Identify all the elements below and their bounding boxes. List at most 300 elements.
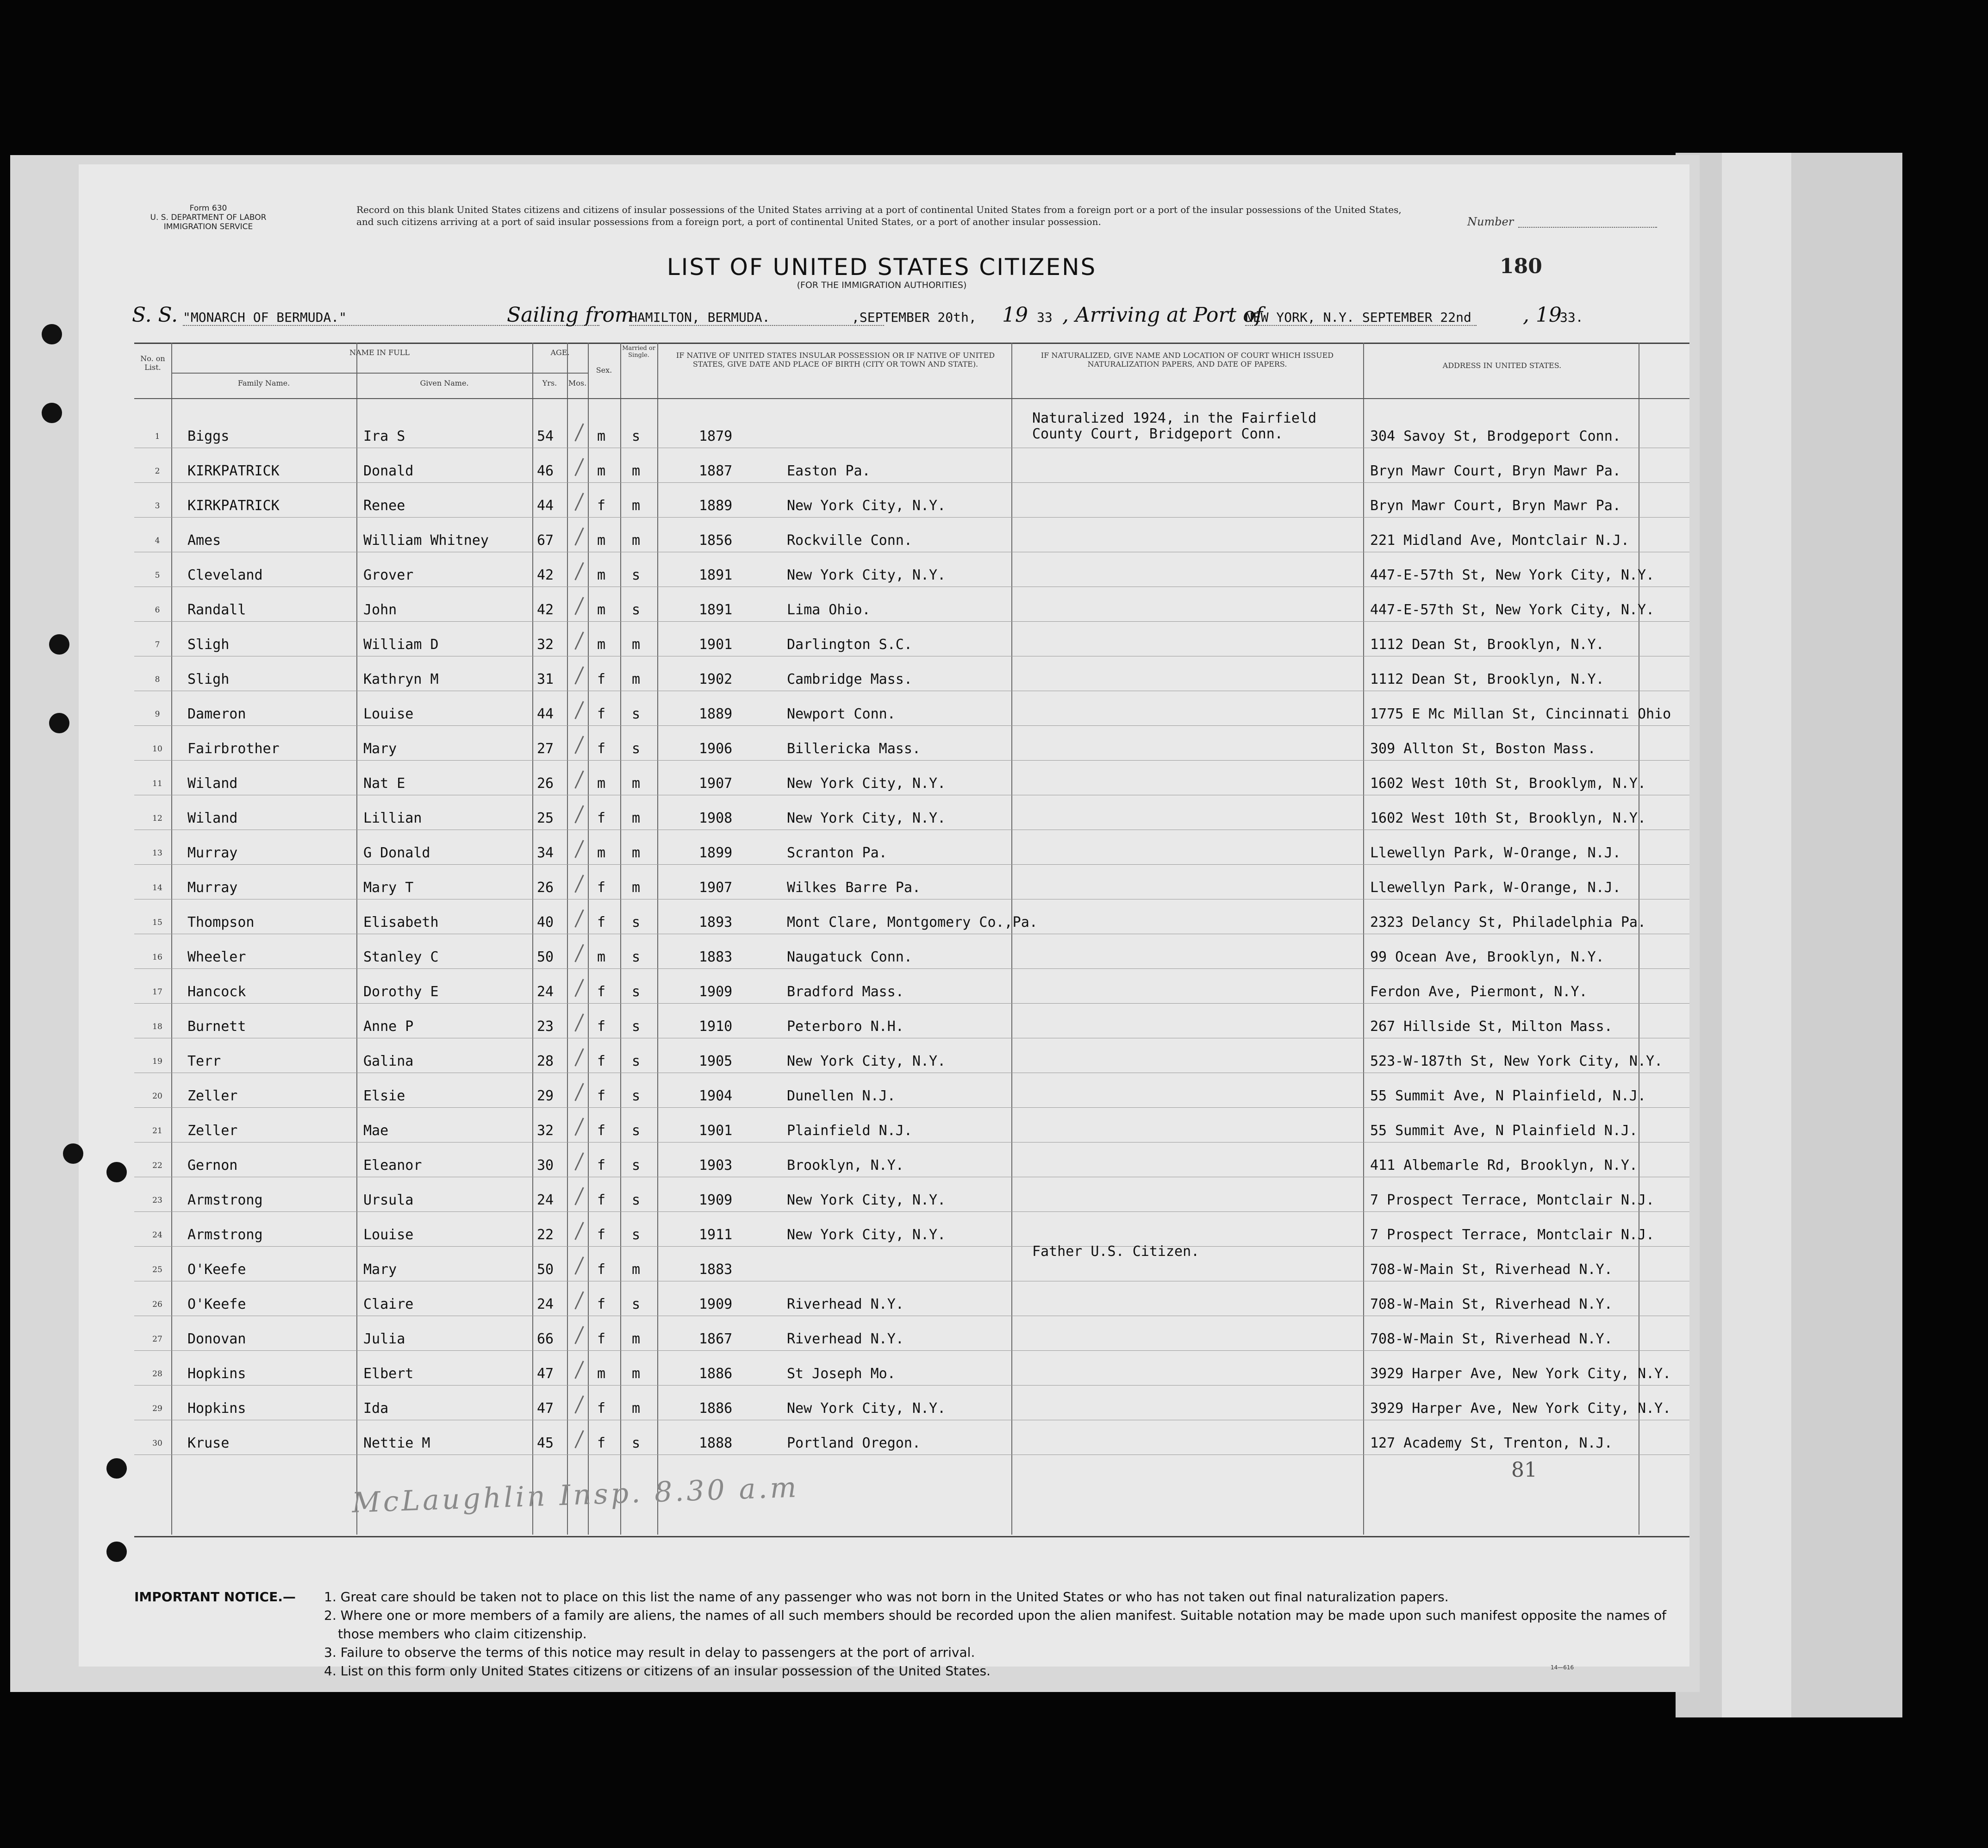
header-address: ADDRESS IN UNITED STATES. [1442,361,1562,370]
birth-place: St Joseph Mo. [787,1366,896,1382]
birth-year: 1886 [699,1400,733,1417]
no: 20 [152,1092,162,1101]
birth-year: 1905 [699,1053,733,1069]
inspector-signature: McLaughlin Insp. 8.30 a.m [351,1471,800,1519]
given-name: William Whitney [363,532,489,549]
given-name: Mary [363,1261,397,1278]
age: 24 [537,984,554,1000]
form-code: 14—616 [1551,1664,1574,1671]
sex: f [597,1192,606,1208]
birth-year: 1856 [699,532,733,549]
sex: m [597,775,606,792]
marital-status: s [632,984,641,1000]
given-name: Ursula [363,1192,414,1208]
marital-status: s [632,949,641,965]
birth-place: Easton Pa. [787,463,871,479]
address: 7 Prospect Terrace, Montclair N.J. [1370,1192,1655,1208]
marital-status: s [632,1157,641,1174]
sex: f [597,498,606,514]
no: 8 [155,675,160,684]
family-name: KIRKPATRICK [187,463,280,479]
age: 31 [537,671,554,687]
no: 12 [152,814,162,823]
birth-place: Dunellen N.J. [787,1088,896,1104]
marital-status: m [632,532,641,549]
given-name: Elsie [363,1088,405,1104]
naturalization-note: Naturalized 1924, in the Fairfield County Court, Bridgeport Conn. [1032,410,1317,442]
no: 22 [152,1161,162,1170]
birth-year: 1910 [699,1018,733,1035]
birth-place: Cambridge Mass. [787,671,912,687]
address: 309 Allton St, Boston Mass. [1370,741,1596,757]
check-mark [574,631,584,649]
family-name: Sligh [187,671,230,687]
ship-name: "MONARCH OF BERMUDA." [183,310,599,326]
no: 13 [152,849,162,858]
family-name: Cleveland [187,567,263,583]
birth-place: Portland Oregon. [787,1435,921,1451]
check-mark [574,493,584,511]
header-yrs: Yrs. [542,379,557,387]
family-name: Gernon [187,1157,238,1174]
birth-place: Rockville Conn. [787,532,912,549]
birth-year: 1883 [699,1261,733,1278]
passenger-row [0,1178,1988,1213]
check-mark [574,909,584,927]
passenger-row [0,484,1988,518]
header-given-name: Given Name. [420,379,469,387]
sex: m [597,602,606,618]
address: 221 Midland Ave, Montclair N.J. [1370,532,1629,549]
family-name: Donovan [187,1331,246,1347]
sex: f [597,914,606,930]
family-name: Armstrong [187,1192,263,1208]
sex: f [597,1261,606,1278]
passenger-row [0,410,1988,449]
notice-heading: IMPORTANT NOTICE.— [134,1589,296,1605]
address: 55 Summit Ave, N Plainfield N.J. [1370,1123,1638,1139]
given-name: Grover [363,567,414,583]
passenger-row [0,623,1988,657]
check-mark [574,805,584,823]
stamp-number: 81 [1511,1458,1537,1482]
sex: f [597,741,606,757]
passenger-row [0,1213,1988,1248]
check-mark [574,1118,584,1136]
birth-place: Newport Conn. [787,706,896,722]
port-from: HAMILTON, BERMUDA. [629,310,884,326]
no: 16 [152,953,162,962]
check-mark [574,979,584,997]
no: 5 [155,571,160,580]
birth-place: Wilkes Barre Pa. [787,880,921,896]
sail-year: 33 [1037,310,1053,325]
marital-status: m [632,880,641,896]
sheet-number: 180 [1500,255,1542,278]
no: 23 [152,1196,162,1205]
no: 26 [152,1300,162,1309]
age: 22 [537,1227,554,1243]
address: 708-W-Main St, Riverhead N.Y. [1370,1331,1613,1347]
birth-place: New York City, N.Y. [787,567,946,583]
no: 9 [155,710,160,719]
header-mos: Mos. [568,379,587,387]
address: 1775 E Mc Millan St, Cincinnati Ohio [1370,706,1671,722]
marital-status: m [632,1366,641,1382]
address: 1112 Dean St, Brooklyn, N.Y. [1370,637,1604,653]
address: 3929 Harper Ave, New York City, N.Y. [1370,1400,1671,1417]
given-name: Mary T [363,880,414,896]
address: Llewellyn Park, W-Orange, N.J. [1370,880,1621,896]
sailing-label: Sailing from [507,303,634,327]
passenger-row [0,1143,1988,1178]
family-name: Hopkins [187,1366,246,1382]
passenger-row [0,796,1988,831]
given-name: Stanley C [363,949,439,965]
birth-place: New York City, N.Y. [787,498,946,514]
family-name: Fairbrother [187,741,280,757]
age: 32 [537,637,554,653]
birth-year: 1901 [699,1123,733,1139]
passenger-row [0,1039,1988,1074]
check-mark [574,701,584,719]
marital-status: s [632,1123,641,1139]
header-name-in-full: NAME IN FULL [349,348,410,357]
sex: f [597,1331,606,1347]
birth-place: New York City, N.Y. [787,810,946,826]
birth-year: 1891 [699,567,733,583]
address: 411 Albemarle Rd, Brooklyn, N.Y. [1370,1157,1638,1174]
given-name: Louise [363,706,414,722]
age: 42 [537,567,554,583]
family-name: Murray [187,880,238,896]
header-married: Married or Single. [622,345,655,359]
header-birth: IF NATIVE OF UNITED STATES INSULAR POSSESSION OR IF NATIVE OF UNITED STATES, GIVE DATE AND PLACE OF BIRTH (CITY OR TOWN AND STATE). [676,351,995,368]
passenger-row [0,866,1988,900]
given-name: Anne P [363,1018,414,1035]
address: Ferdon Ave, Piermont, N.Y. [1370,984,1588,1000]
address: 99 Ocean Ave, Brooklyn, N.Y. [1370,949,1604,965]
marital-status: m [632,810,641,826]
age: 30 [537,1157,554,1174]
birth-year: 1909 [699,984,733,1000]
given-name: Nat E [363,775,405,792]
given-name: G Donald [363,845,430,861]
no: 25 [152,1265,162,1274]
given-name: Eleanor [363,1157,422,1174]
address: Llewellyn Park, W-Orange, N.J. [1370,845,1621,861]
family-name: Hopkins [187,1400,246,1417]
marital-status: s [632,1088,641,1104]
number-field-line [1518,227,1657,228]
family-name: O'Keefe [187,1261,246,1278]
marital-status: s [632,1296,641,1312]
age: 44 [537,498,554,514]
passenger-row [0,970,1988,1005]
sex: f [597,1400,606,1417]
given-name: Claire [363,1296,414,1312]
check-mark [574,1013,584,1031]
given-name: Mae [363,1123,389,1139]
birth-place: Billericka Mass. [787,741,921,757]
no: 14 [152,883,162,893]
header-naturalized: IF NATURALIZED, GIVE NAME AND LOCATION OF COURT WHICH ISSUED NATURALIZATION PAPERS, AND DATE OF PAPERS. [1041,351,1334,368]
address: 267 Hillside St, Milton Mass. [1370,1018,1613,1035]
check-mark [574,1048,584,1066]
header-family-name: Family Name. [237,379,290,387]
address: 447-E-57th St, New York City, N.Y. [1370,602,1655,618]
sex: f [597,1088,606,1104]
birth-year: 1867 [699,1331,733,1347]
birth-year: 1906 [699,741,733,757]
family-name: Zeller [187,1123,238,1139]
age: 45 [537,1435,554,1451]
given-name: John [363,602,397,618]
passenger-row [0,588,1988,623]
age: 23 [537,1018,554,1035]
family-name: KIRKPATRICK [187,498,280,514]
marital-status: s [632,1435,641,1451]
address: 127 Academy St, Trenton, N.J. [1370,1435,1613,1451]
marital-status: s [632,428,641,444]
age: 29 [537,1088,554,1104]
no: 1 [155,432,160,441]
no: 27 [152,1335,162,1344]
given-name: Dorothy E [363,984,439,1000]
marital-status: s [632,1192,641,1208]
birth-place: New York City, N.Y. [787,1192,946,1208]
sex: f [597,1053,606,1069]
family-name: Wiland [187,810,238,826]
address: Bryn Mawr Court, Bryn Mawr Pa. [1370,463,1621,479]
given-name: Donald [363,463,414,479]
check-mark [574,1326,584,1344]
no: 2 [155,467,160,476]
no: 30 [152,1439,162,1448]
sex: f [597,810,606,826]
given-name: Elisabeth [363,914,439,930]
marital-status: s [632,567,641,583]
birth-year: 1907 [699,775,733,792]
address: 3929 Harper Ave, New York City, N.Y. [1370,1366,1671,1382]
check-mark [574,458,584,476]
notice-item: 4. List on this form only United States citizens or citizens of an insular possession of the United States. [324,1663,991,1679]
given-name: William D [363,637,439,653]
marital-status: s [632,1053,641,1069]
given-name: Nettie M [363,1435,430,1451]
given-name: Elbert [363,1366,414,1382]
marital-status: m [632,1400,641,1417]
given-name: Lillian [363,810,422,826]
check-mark [574,736,584,754]
no: 4 [155,536,160,545]
no: 6 [155,606,160,615]
sex: m [597,637,606,653]
birth-place: Riverhead N.Y. [787,1296,904,1312]
passenger-row [0,1317,1988,1352]
address: 1602 West 10th St, Brooklyn, N.Y. [1370,810,1646,826]
passenger-row [0,727,1988,762]
age: 27 [537,741,554,757]
header-age: AGE. [550,348,570,357]
header-no: No. on List. [140,354,165,372]
page-title: LIST OF UNITED STATES CITIZENS [667,254,1097,281]
sex: f [597,1123,606,1139]
birth-place: Bradford Mass. [787,984,904,1000]
no: 18 [152,1022,162,1031]
address: 7 Prospect Terrace, Montclair N.J. [1370,1227,1655,1243]
sail-date: ,SEPTEMBER 20th, [852,310,977,325]
address: 447-E-57th St, New York City, N.Y. [1370,567,1655,583]
check-mark [574,1430,584,1448]
birth-place: New York City, N.Y. [787,775,946,792]
family-name: Biggs [187,428,230,444]
given-name: Galina [363,1053,414,1069]
check-mark [574,562,584,580]
marital-status: s [632,706,641,722]
sex: f [597,1227,606,1243]
address: 1602 West 10th St, Brooklym, N.Y. [1370,775,1646,792]
birth-year: 1902 [699,671,733,687]
passenger-row [0,518,1988,553]
passenger-row [0,1352,1988,1386]
family-name: Randall [187,602,246,618]
sex: f [597,1157,606,1174]
passenger-row [0,449,1988,484]
birth-year: 1886 [699,1366,733,1382]
family-name: Hancock [187,984,246,1000]
check-mark [574,874,584,893]
marital-status: m [632,637,641,653]
check-mark [574,666,584,684]
ss-label: S. S. [132,303,178,327]
family-name: Dameron [187,706,246,722]
sex: f [597,671,606,687]
birth-place: Plainfield N.J. [787,1123,912,1139]
address: 708-W-Main St, Riverhead N.Y. [1370,1261,1613,1278]
address: 1112 Dean St, Brooklyn, N.Y. [1370,671,1604,687]
passenger-row [0,900,1988,935]
family-name: Murray [187,845,238,861]
passenger-row [0,1243,1988,1282]
family-name: O'Keefe [187,1296,246,1312]
check-mark [574,1083,584,1101]
passenger-row [0,692,1988,727]
sex: m [597,463,606,479]
family-name: Zeller [187,1088,238,1104]
age: 24 [537,1296,554,1312]
form-identifier [125,204,292,231]
family-name: Sligh [187,637,230,653]
check-mark [574,1361,584,1379]
birth-year: 1909 [699,1192,733,1208]
given-name: Louise [363,1227,414,1243]
address: 2323 Delancy St, Philadelphia Pa. [1370,914,1646,930]
passenger-row [0,1109,1988,1143]
marital-status: m [632,1331,641,1347]
birth-place: New York City, N.Y. [787,1053,946,1069]
age: 67 [537,532,554,549]
age: 32 [537,1123,554,1139]
birth-place: Mont Clare, Montgomery Co.,Pa. [787,914,1038,930]
arr-year-prefix: , 19 [1523,303,1562,327]
sex: m [597,532,606,549]
form-number: Form 630 [189,204,227,213]
marital-status: s [632,914,641,930]
check-mark [574,1152,584,1170]
age: 40 [537,914,554,930]
given-name: Julia [363,1331,405,1347]
family-name: Armstrong [187,1227,263,1243]
sex: m [597,428,606,444]
department-name: U. S. DEPARTMENT OF LABOR [150,213,267,222]
sex: m [597,567,606,583]
given-name: Ira S [363,428,405,444]
no: 10 [152,744,162,754]
no: 21 [152,1126,162,1136]
birth-year: 1891 [699,602,733,618]
age: 47 [537,1400,554,1417]
sex: m [597,845,606,861]
given-name: Renee [363,498,405,514]
birth-place: Naugatuck Conn. [787,949,912,965]
birth-place: New York City, N.Y. [787,1400,946,1417]
marital-status: m [632,1261,641,1278]
age: 46 [537,463,554,479]
notice-item: 1. Great care should be taken not to place on this list the name of any passenger who was not born in the United States or who has not taken out final naturalization papers. [324,1589,1449,1605]
check-mark [574,527,584,545]
no: 29 [152,1404,162,1413]
sex: m [597,949,606,965]
no: 19 [152,1057,162,1066]
page-subtitle: (FOR THE IMMIGRATION AUTHORITIES) [797,280,967,290]
age: 25 [537,810,554,826]
header-sex: Sex. [596,366,612,375]
birth-year: 1883 [699,949,733,965]
form-instructions: Record on this blank United States citizens and citizens of insular possessions of the United States arriving at a port of continental United States from a foreign port or a port of the insular possessions of the United States, and such citizens arriving at a port of said insular possessions from a foreign port, a port of continental United States, or a port of another insular possession. [356,204,1402,227]
passenger-row [0,1074,1988,1109]
passenger-row [0,935,1988,970]
birth-place: Brooklyn, N.Y. [787,1157,904,1174]
address: Bryn Mawr Court, Bryn Mawr Pa. [1370,498,1621,514]
service-name: IMMIGRATION SERVICE [163,222,253,231]
no: 17 [152,987,162,997]
check-mark [574,944,584,962]
marital-status: m [632,775,641,792]
age: 66 [537,1331,554,1347]
marital-status: s [632,1227,641,1243]
check-mark [574,1222,584,1240]
marital-status: m [632,498,641,514]
birth-year: 1893 [699,914,733,930]
arriving-label: , Arriving at Port of [1062,303,1263,327]
birth-place: New York City, N.Y. [787,1227,946,1243]
sex: f [597,1296,606,1312]
marital-status: m [632,463,641,479]
check-mark [574,770,584,788]
no: 15 [152,918,162,927]
no: 24 [152,1230,162,1240]
age: 24 [537,1192,554,1208]
address: 708-W-Main St, Riverhead N.Y. [1370,1296,1613,1312]
marital-status: m [632,671,641,687]
sex: m [597,1366,606,1382]
check-mark [574,597,584,615]
given-name: Kathryn M [363,671,439,687]
birth-year: 1879 [699,428,733,444]
passenger-row [0,1386,1988,1421]
check-mark [574,423,584,441]
